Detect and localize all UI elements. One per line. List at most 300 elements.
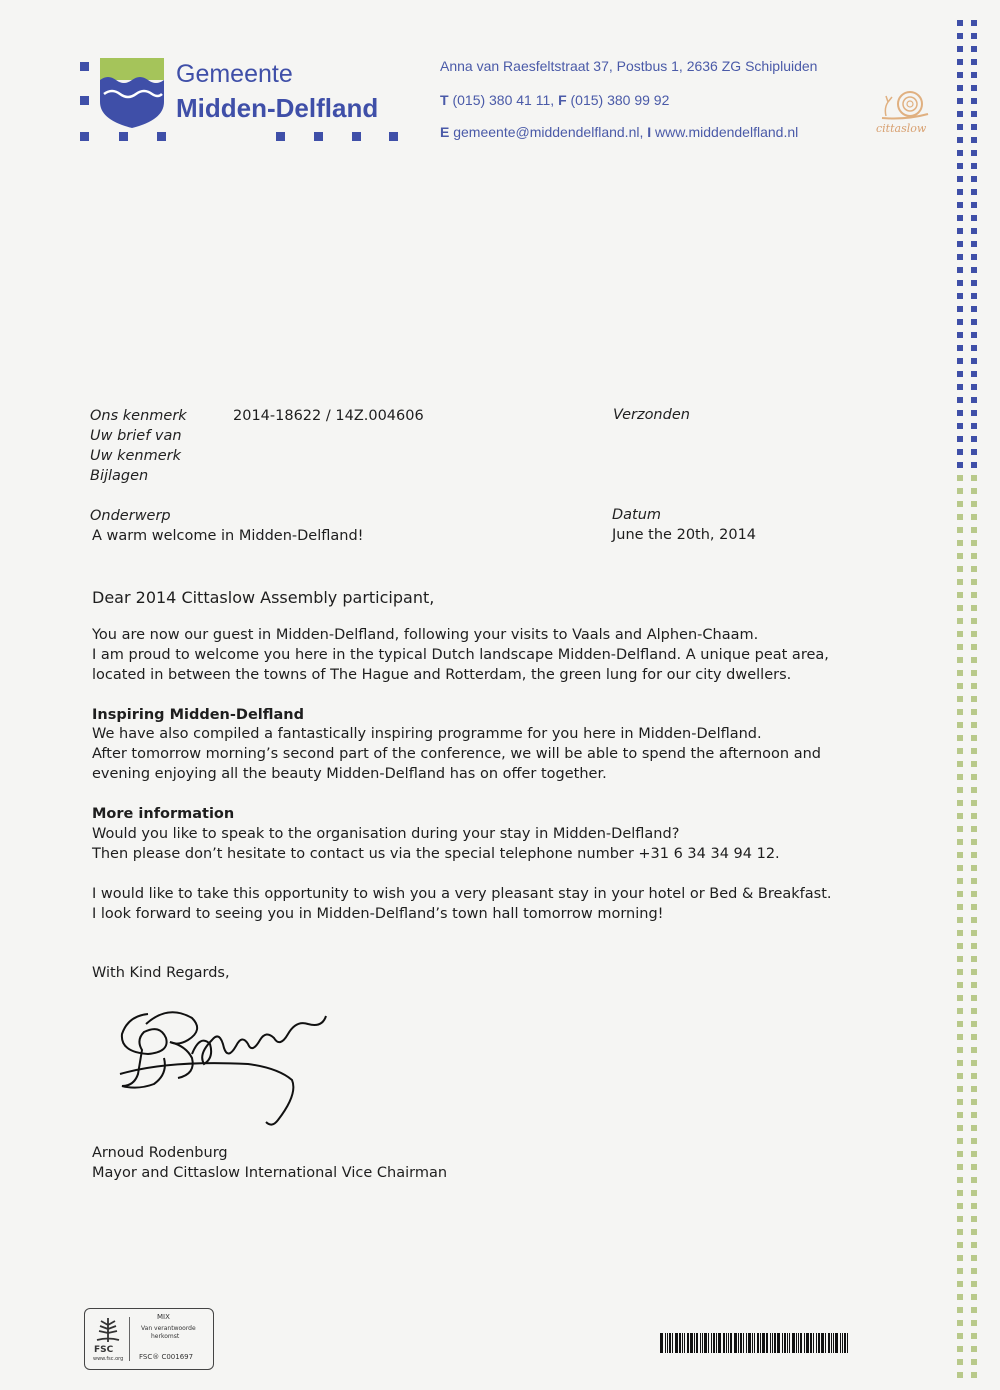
decorative-dot	[971, 371, 977, 377]
phone-number: (015) 380 41 11,	[452, 92, 555, 108]
barcode-bar	[723, 1333, 725, 1353]
decorative-dot	[957, 956, 963, 962]
decorative-dot	[971, 1034, 977, 1040]
decorative-dot	[957, 267, 963, 273]
decorative-dot	[957, 904, 963, 910]
decorative-dot	[971, 501, 977, 507]
decorative-dot	[971, 761, 977, 767]
decorative-dot	[971, 540, 977, 546]
decorative-dot	[971, 657, 977, 663]
decorative-dot	[971, 735, 977, 741]
barcode-bar	[798, 1333, 799, 1353]
decorative-dot	[971, 72, 977, 78]
barcode-bar	[782, 1333, 783, 1353]
decorative-dot	[957, 1021, 963, 1027]
decorative-dot	[971, 358, 977, 364]
closing: With Kind Regards,	[92, 965, 230, 981]
decorative-dot	[971, 1359, 977, 1365]
barcode-bar	[777, 1333, 780, 1353]
decorative-dot	[957, 1151, 963, 1157]
barcode-bar	[800, 1333, 802, 1353]
decorative-dot	[971, 943, 977, 949]
barcode-bar	[711, 1333, 712, 1353]
decorative-dot	[957, 254, 963, 260]
fax-label: F	[558, 92, 567, 108]
decorative-dot	[971, 1203, 977, 1209]
decorative-dot	[957, 670, 963, 676]
decorative-dot	[957, 1190, 963, 1196]
decorative-dot	[971, 748, 977, 754]
decorative-dot	[957, 1177, 963, 1183]
decorative-dot	[971, 1229, 977, 1235]
decorative-dot	[957, 969, 963, 975]
decorative-dot	[957, 540, 963, 546]
onderwerp-value: A warm welcome in Midden-Delfland!	[92, 528, 364, 544]
barcode-bar	[679, 1333, 681, 1353]
org-name-line1: Gemeente	[176, 60, 293, 88]
decorative-dot	[971, 332, 977, 338]
decorative-dot	[971, 46, 977, 52]
decorative-dot	[957, 1268, 963, 1274]
decorative-dot	[957, 1047, 963, 1053]
decorative-dot	[957, 995, 963, 1001]
decorative-dot	[971, 1073, 977, 1079]
decorative-dot	[971, 683, 977, 689]
decorative-dot	[957, 865, 963, 871]
decorative-dot	[971, 111, 977, 117]
decorative-dot	[971, 1125, 977, 1131]
phone-label: T	[440, 92, 449, 108]
decorative-dot	[971, 137, 977, 143]
decorative-dot	[971, 345, 977, 351]
decorative-dot	[971, 1112, 977, 1118]
barcode-bar	[835, 1333, 838, 1353]
decorative-dot	[957, 1060, 963, 1066]
decorative-dot	[971, 956, 977, 962]
header-contact-line	[440, 124, 798, 140]
decorative-dot	[957, 293, 963, 299]
barcode-bar	[754, 1333, 755, 1353]
fsc-mix: MIX	[157, 1313, 170, 1321]
decorative-dot	[971, 1021, 977, 1027]
decorative-dot	[957, 1034, 963, 1040]
barcode-bar	[792, 1333, 795, 1353]
barcode-bar	[667, 1333, 668, 1353]
decorative-dot	[957, 1307, 963, 1313]
decorative-dot	[957, 215, 963, 221]
decorative-dot	[971, 462, 977, 468]
barcode	[660, 1333, 852, 1353]
decorative-dot	[971, 1281, 977, 1287]
barcode-bar	[682, 1333, 683, 1353]
section-heading: Inspiring Midden-Delfland	[92, 707, 304, 723]
decorative-dot	[957, 189, 963, 195]
decorative-dot	[971, 566, 977, 572]
decorative-dot	[971, 1320, 977, 1326]
decorative-dot	[957, 241, 963, 247]
barcode-bar	[844, 1333, 846, 1353]
decorative-dot	[971, 397, 977, 403]
decorative-dot	[971, 20, 977, 26]
decorative-dot	[957, 1203, 963, 1209]
decorative-dot	[971, 618, 977, 624]
shield-icon	[100, 58, 164, 80]
barcode-bar	[831, 1333, 832, 1353]
barcode-bar	[806, 1333, 809, 1353]
decorative-dot	[971, 215, 977, 221]
barcode-bar	[746, 1333, 747, 1353]
barcode-bar	[738, 1333, 739, 1353]
decorative-dot	[971, 436, 977, 442]
barcode-bar	[766, 1333, 768, 1353]
decorative-dot	[971, 1151, 977, 1157]
fsc-brand: FSC	[94, 1345, 114, 1355]
decorative-dot	[971, 1177, 977, 1183]
bijlagen-label: Bijlagen	[90, 468, 149, 484]
barcode-bar	[660, 1333, 663, 1353]
decorative-dot	[957, 1255, 963, 1261]
barcode-bar	[816, 1333, 817, 1353]
logo-square	[119, 132, 128, 141]
decorative-dot	[957, 761, 963, 767]
decorative-dot	[971, 917, 977, 923]
decorative-dot	[957, 475, 963, 481]
decorative-dot	[957, 566, 963, 572]
decorative-dot	[957, 98, 963, 104]
decorative-dot	[971, 1086, 977, 1092]
barcode-bar	[760, 1333, 761, 1353]
decorative-dot	[957, 488, 963, 494]
decorative-dot	[957, 306, 963, 312]
decorative-dot	[957, 527, 963, 533]
barcode-bar	[770, 1333, 771, 1353]
barcode-bar	[818, 1333, 820, 1353]
decorative-dot	[971, 1008, 977, 1014]
decorative-dot	[957, 59, 963, 65]
header-phone-line	[440, 92, 669, 108]
decorative-dot	[971, 800, 977, 806]
decorative-dot	[971, 319, 977, 325]
onderwerp-label: Onderwerp	[90, 508, 171, 524]
barcode-bar	[696, 1333, 698, 1353]
signer-name: Arnoud Rodenburg	[92, 1145, 228, 1161]
ons-kenmerk-label: Ons kenmerk	[90, 408, 187, 424]
decorative-dot	[957, 1229, 963, 1235]
barcode-bar	[694, 1333, 695, 1353]
barcode-bar	[748, 1333, 751, 1353]
barcode-bar	[708, 1333, 709, 1353]
logo-square	[389, 132, 398, 141]
decorative-dot	[957, 1242, 963, 1248]
barcode-bar	[847, 1333, 848, 1353]
decorative-dot	[957, 371, 963, 377]
decorative-dot	[957, 1099, 963, 1105]
decorative-dot	[957, 124, 963, 130]
decorative-dot	[957, 735, 963, 741]
fsc-url: www.fsc.org	[93, 1356, 124, 1362]
decorative-dot	[971, 202, 977, 208]
uw-kenmerk-label: Uw kenmerk	[90, 448, 181, 464]
barcode-bar	[804, 1333, 805, 1353]
fsc-line2: herkomst	[151, 1333, 180, 1340]
decorative-dot	[957, 891, 963, 897]
barcode-bar	[743, 1333, 744, 1353]
decorative-dot	[957, 228, 963, 234]
decorative-dot	[957, 1086, 963, 1092]
decorative-dot	[957, 1112, 963, 1118]
decorative-dot	[971, 826, 977, 832]
datum-label: Datum	[612, 507, 662, 523]
decorative-dot	[971, 241, 977, 247]
decorative-dot	[957, 1320, 963, 1326]
decorative-dot	[971, 995, 977, 1001]
decorative-dot	[971, 163, 977, 169]
logo-square	[80, 96, 89, 105]
decorative-dot	[957, 1346, 963, 1352]
decorative-dot	[971, 1294, 977, 1300]
paragraph-line: After tomorrow morning’s second part of the conference, we will be able to spend the afternoon and	[92, 746, 821, 762]
decorative-dot	[971, 449, 977, 455]
decorative-dot	[971, 514, 977, 520]
paragraph-line: I am proud to welcome you here in the typical Dutch landscape Midden-Delfland. A unique peat area,	[92, 647, 829, 663]
barcode-bar	[833, 1333, 834, 1353]
decorative-dot	[971, 1060, 977, 1066]
header-address: Anna van Raesfeltstraat 37, Postbus 1, 2636 ZG Schipluiden	[440, 58, 818, 74]
decorative-dot	[957, 176, 963, 182]
logo-square	[352, 132, 361, 141]
decorative-dot	[971, 475, 977, 481]
decorative-dot	[957, 436, 963, 442]
decorative-dot	[971, 774, 977, 780]
decorative-dot	[957, 410, 963, 416]
barcode-bar	[828, 1333, 830, 1353]
barcode-bar	[840, 1333, 841, 1353]
decorative-dot	[957, 982, 963, 988]
decorative-dot	[957, 1281, 963, 1287]
decorative-dot	[957, 111, 963, 117]
fsc-line1: Van verantwoorde	[141, 1325, 196, 1332]
paragraph-line: I look forward to seeing you in Midden-Delfland’s town hall tomorrow morning!	[92, 906, 664, 922]
section-heading: More information	[92, 806, 235, 822]
decorative-dot	[957, 72, 963, 78]
paragraph-line: located in between the towns of The Hague and Rotterdam, the green lung for our city dwellers.	[92, 667, 792, 683]
decorative-dot	[971, 982, 977, 988]
decorative-dot	[971, 1047, 977, 1053]
barcode-bar	[762, 1333, 765, 1353]
decorative-dot	[971, 254, 977, 260]
fsc-tree-icon	[93, 1315, 123, 1345]
decorative-dot-strip	[955, 20, 979, 1380]
decorative-dot	[971, 150, 977, 156]
decorative-dot	[971, 1242, 977, 1248]
decorative-dot	[971, 1346, 977, 1352]
decorative-dot	[957, 1359, 963, 1365]
barcode-bar	[700, 1333, 701, 1353]
decorative-dot	[957, 917, 963, 923]
barcode-bar	[704, 1333, 707, 1353]
decorative-dot	[971, 488, 977, 494]
decorative-dot	[971, 1216, 977, 1222]
paragraph-line: You are now our guest in Midden-Delfland, following your visits to Vaals and Alphen-Chaam.	[92, 627, 759, 643]
decorative-dot	[971, 228, 977, 234]
decorative-dot	[971, 670, 977, 676]
barcode-bar	[672, 1333, 673, 1353]
decorative-dot	[971, 722, 977, 728]
decorative-dot	[957, 878, 963, 884]
cittaslow-label: cittaslow	[876, 122, 927, 135]
decorative-dot	[971, 85, 977, 91]
decorative-dot	[971, 527, 977, 533]
decorative-dot	[957, 800, 963, 806]
barcode-bar	[813, 1333, 814, 1353]
barcode-bar	[810, 1333, 812, 1353]
ons-kenmerk-value: 2014-18622 / 14Z.004606	[233, 408, 424, 424]
decorative-dot	[957, 397, 963, 403]
decorative-dot	[957, 345, 963, 351]
decorative-dot	[971, 1164, 977, 1170]
decorative-dot	[957, 1164, 963, 1170]
decorative-dot	[957, 618, 963, 624]
decorative-dot	[957, 384, 963, 390]
barcode-bar	[669, 1333, 671, 1353]
decorative-dot	[957, 839, 963, 845]
logo-square	[157, 132, 166, 141]
decorative-dot	[957, 1125, 963, 1131]
barcode-bar	[675, 1333, 678, 1353]
decorative-dot	[957, 332, 963, 338]
decorative-dot	[957, 631, 963, 637]
barcode-bar	[713, 1333, 715, 1353]
decorative-dot	[957, 1216, 963, 1222]
decorative-dot	[971, 176, 977, 182]
decorative-dot	[971, 878, 977, 884]
fax-number: (015) 380 99 92	[570, 92, 670, 108]
web-link[interactable]: www.middendelfland.nl	[655, 124, 799, 140]
decorative-dot	[957, 150, 963, 156]
barcode-bar	[665, 1333, 666, 1353]
decorative-dot	[957, 1372, 963, 1378]
barcode-bar	[730, 1333, 732, 1353]
decorative-dot	[957, 319, 963, 325]
verzonden-label: Verzonden	[613, 407, 690, 423]
decorative-dot	[957, 137, 963, 143]
decorative-dot	[957, 46, 963, 52]
decorative-dot	[971, 605, 977, 611]
decorative-dot	[971, 267, 977, 273]
decorative-dot	[957, 605, 963, 611]
decorative-dot	[957, 709, 963, 715]
decorative-dot	[957, 943, 963, 949]
decorative-dot	[957, 85, 963, 91]
decorative-dot	[957, 514, 963, 520]
barcode-bar	[752, 1333, 753, 1353]
decorative-dot	[971, 852, 977, 858]
logo-square	[80, 62, 89, 71]
web-label: I	[647, 124, 652, 140]
barcode-bar	[702, 1333, 703, 1353]
decorative-dot	[957, 774, 963, 780]
decorative-dot	[957, 852, 963, 858]
decorative-dot	[971, 293, 977, 299]
barcode-bar	[787, 1333, 788, 1353]
decorative-dot	[971, 59, 977, 65]
decorative-dot	[971, 930, 977, 936]
decorative-dot	[971, 839, 977, 845]
snail-icon	[876, 84, 936, 124]
decorative-dot	[971, 644, 977, 650]
decorative-dot	[957, 280, 963, 286]
decorative-dot	[971, 1372, 977, 1378]
decorative-dot	[971, 553, 977, 559]
decorative-dot	[957, 33, 963, 39]
decorative-dot	[971, 631, 977, 637]
datum-value: June the 20th, 2014	[612, 527, 757, 543]
decorative-dot	[957, 462, 963, 468]
decorative-dot	[957, 1294, 963, 1300]
barcode-bar	[842, 1333, 843, 1353]
barcode-bar	[821, 1333, 824, 1353]
decorative-dot	[971, 306, 977, 312]
decorative-dot	[971, 813, 977, 819]
decorative-dot	[957, 501, 963, 507]
decorative-dot	[971, 592, 977, 598]
decorative-dot	[971, 969, 977, 975]
decorative-dot	[957, 449, 963, 455]
decorative-dot	[971, 709, 977, 715]
email-label: E	[440, 124, 450, 140]
logo-square	[80, 132, 89, 141]
decorative-dot	[957, 787, 963, 793]
barcode-bar	[718, 1333, 721, 1353]
org-name-line2: Midden-Delfland	[176, 93, 379, 123]
decorative-dot	[971, 865, 977, 871]
decorative-dot	[971, 1190, 977, 1196]
decorative-dot	[957, 553, 963, 559]
signer-title: Mayor and Cittaslow International Vice Chairman	[92, 1165, 448, 1181]
decorative-dot	[971, 696, 977, 702]
decorative-dot	[971, 280, 977, 286]
paragraph-line: We have also compiled a fantastically inspiring programme for you here in Midden-Delfland.	[92, 726, 762, 742]
decorative-dot	[957, 813, 963, 819]
uw-brief-label: Uw brief van	[90, 428, 182, 444]
decorative-dot	[957, 163, 963, 169]
barcode-bar	[734, 1333, 737, 1353]
decorative-dot	[971, 891, 977, 897]
salutation: Dear 2014 Cittaslow Assembly participant,	[92, 588, 435, 607]
decorative-dot	[971, 1099, 977, 1105]
fsc-certification-box	[84, 1308, 214, 1370]
decorative-dot	[957, 657, 963, 663]
decorative-dot	[957, 20, 963, 26]
decorative-dot	[971, 787, 977, 793]
barcode-bar	[796, 1333, 797, 1353]
decorative-dot	[971, 1138, 977, 1144]
decorative-dot	[957, 930, 963, 936]
fsc-code: FSC® C001697	[139, 1353, 194, 1361]
paragraph-line: I would like to take this opportunity to wish you a very pleasant stay in your hotel or Bed & Breakfast.	[92, 886, 832, 902]
email-link[interactable]: gemeente@middendelfland.nl,	[453, 124, 644, 140]
decorative-dot	[957, 1073, 963, 1079]
paragraph-line: evening enjoying all the beauty Midden-Delfland has on offer together.	[92, 766, 607, 782]
decorative-dot	[957, 579, 963, 585]
handwritten-signature	[108, 994, 348, 1134]
decorative-dot	[971, 410, 977, 416]
barcode-bar	[728, 1333, 729, 1353]
decorative-dot	[957, 696, 963, 702]
barcode-bar	[772, 1333, 773, 1353]
decorative-dot	[971, 98, 977, 104]
barcode-bar	[789, 1333, 790, 1353]
